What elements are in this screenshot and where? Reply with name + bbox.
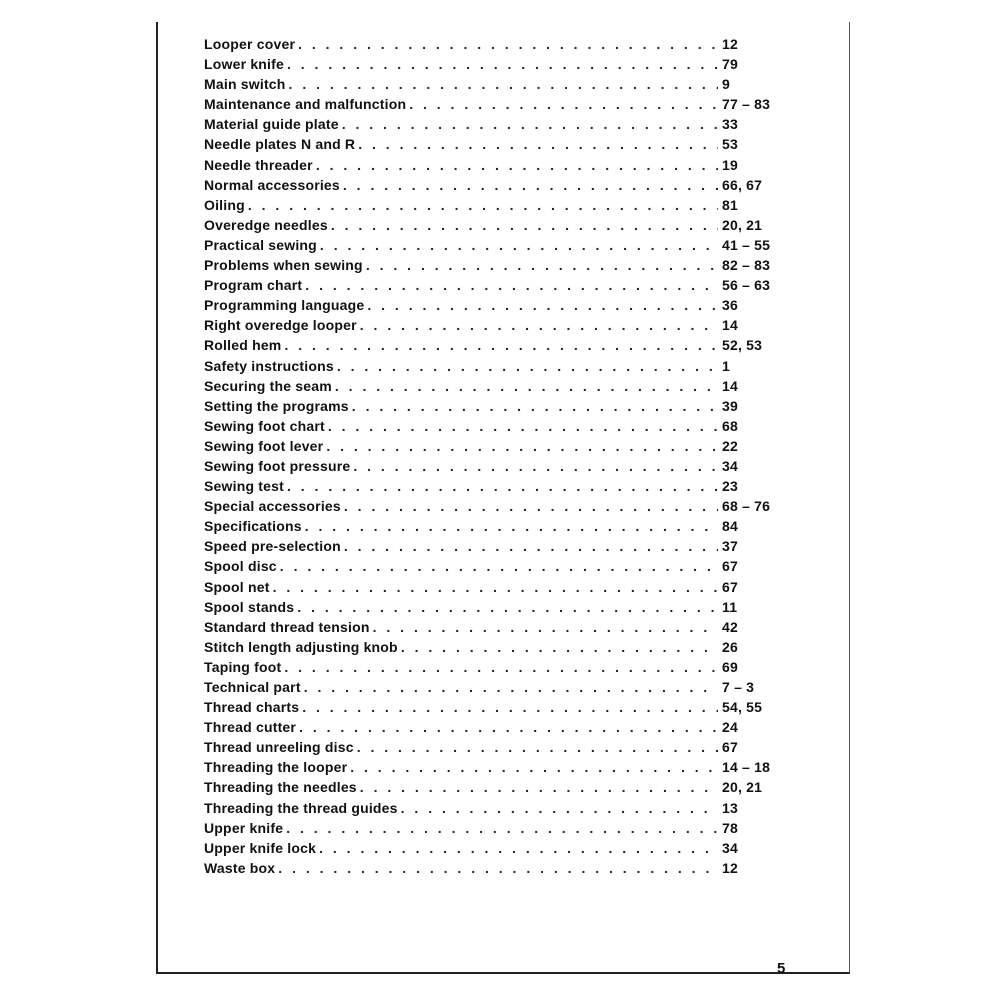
index-page-ref: 69 bbox=[722, 658, 738, 675]
index-term: Threading the needles bbox=[204, 779, 357, 796]
index-entry bbox=[204, 577, 784, 597]
index-entry bbox=[204, 315, 784, 335]
index-page-ref: 13 bbox=[722, 799, 738, 816]
index-entry bbox=[204, 74, 784, 94]
index-entry bbox=[204, 737, 784, 757]
dot-leader bbox=[304, 677, 718, 697]
index-entry bbox=[204, 858, 784, 878]
index-term: Sewing foot pressure bbox=[204, 457, 351, 474]
dot-leader bbox=[284, 657, 718, 677]
index-page-ref: 66, 67 bbox=[722, 176, 763, 193]
index-term: Rolled hem bbox=[204, 337, 282, 354]
index-entry bbox=[204, 335, 784, 355]
index-page-ref: 12 bbox=[722, 36, 738, 52]
index-entry bbox=[204, 356, 784, 376]
index-page-ref: 11 bbox=[722, 598, 738, 615]
index-term: Upper knife lock bbox=[204, 839, 317, 856]
index-entry bbox=[204, 134, 784, 154]
index-term: Upper knife bbox=[204, 819, 284, 836]
index-term: Program chart bbox=[204, 277, 303, 294]
index-page-ref: 14 – 18 bbox=[722, 759, 771, 776]
index-term: Thread unreeling disc bbox=[204, 739, 354, 756]
index-entry bbox=[204, 496, 784, 516]
index-entry bbox=[204, 677, 784, 697]
index-term: Specifications bbox=[204, 518, 302, 535]
index-page-ref: 34 bbox=[722, 839, 738, 856]
index-entry bbox=[204, 436, 784, 456]
dot-leader bbox=[305, 516, 718, 536]
dot-leader bbox=[319, 838, 718, 858]
index-term: Overedge needles bbox=[204, 216, 328, 233]
index-page-ref: 20, 21 bbox=[722, 779, 763, 796]
index-term: Thread charts bbox=[204, 699, 300, 716]
dot-leader bbox=[280, 556, 718, 576]
index-term: Needle plates N and R bbox=[204, 136, 356, 153]
index-entry bbox=[204, 597, 784, 617]
index-term: Programming language bbox=[204, 297, 365, 314]
index-term: Right overedge looper bbox=[204, 317, 357, 334]
index-page-ref: 9 bbox=[722, 76, 730, 93]
index-term: Stitch length adjusting knob bbox=[204, 638, 398, 655]
dot-leader bbox=[342, 114, 718, 134]
index-term: Special accessories bbox=[204, 498, 341, 515]
index-entry bbox=[204, 536, 784, 556]
index-term: Sewing test bbox=[204, 478, 284, 495]
dot-leader bbox=[367, 295, 718, 315]
dot-leader bbox=[344, 496, 718, 516]
index-term: Sewing foot lever bbox=[204, 437, 324, 454]
index-page-ref: 56 – 63 bbox=[722, 277, 771, 294]
dot-leader bbox=[337, 356, 718, 376]
index-entry bbox=[204, 175, 784, 195]
index-page-ref: 68 bbox=[722, 417, 738, 434]
index-page-ref: 67 bbox=[722, 578, 738, 595]
index-entry bbox=[204, 114, 784, 134]
index-page-ref: 42 bbox=[722, 618, 738, 635]
index-entry bbox=[204, 798, 784, 818]
index-term: Normal accessories bbox=[204, 176, 340, 193]
index-term: Looper cover bbox=[204, 36, 296, 52]
dot-leader bbox=[350, 757, 718, 777]
index-term: Speed pre-selection bbox=[204, 538, 341, 555]
dot-leader bbox=[366, 255, 718, 275]
dot-leader bbox=[401, 637, 718, 657]
index-page-ref: 24 bbox=[722, 719, 738, 736]
index-entry bbox=[204, 215, 784, 235]
index-term: Practical sewing bbox=[204, 236, 317, 253]
dot-leader bbox=[287, 54, 718, 74]
index-entry bbox=[204, 195, 784, 215]
index-term: Lower knife bbox=[204, 56, 284, 73]
dot-leader bbox=[360, 777, 718, 797]
dot-leader bbox=[305, 275, 718, 295]
index-page-ref: 54, 55 bbox=[722, 699, 763, 716]
index-term: Spool disc bbox=[204, 558, 277, 575]
index-entry bbox=[204, 34, 784, 54]
index-page-ref: 23 bbox=[722, 478, 738, 495]
index-entry bbox=[204, 94, 784, 114]
dot-leader bbox=[284, 335, 718, 355]
index-term: Threading the looper bbox=[204, 759, 348, 776]
index-term: Taping foot bbox=[204, 658, 282, 675]
index-page-ref: 39 bbox=[722, 397, 738, 414]
index-entry bbox=[204, 717, 784, 737]
index-page-ref: 53 bbox=[722, 136, 738, 153]
index-page-ref: 36 bbox=[722, 297, 738, 314]
index-term: Problems when sewing bbox=[204, 257, 363, 274]
dot-leader bbox=[335, 376, 718, 396]
dot-leader bbox=[343, 175, 718, 195]
index-term: Main switch bbox=[204, 76, 286, 93]
index-entry bbox=[204, 777, 784, 797]
dot-leader bbox=[248, 195, 718, 215]
dot-leader bbox=[273, 577, 718, 597]
index-page-ref: 34 bbox=[722, 457, 738, 474]
index-term: Maintenance and malfunction bbox=[204, 96, 407, 113]
dot-leader bbox=[297, 597, 718, 617]
index-entry bbox=[204, 556, 784, 576]
index-term: Spool stands bbox=[204, 598, 295, 615]
dot-leader bbox=[316, 155, 718, 175]
index-entry bbox=[204, 657, 784, 677]
index-page-ref: 82 – 83 bbox=[722, 257, 771, 274]
dot-leader bbox=[358, 134, 718, 154]
index-entry bbox=[204, 416, 784, 436]
dot-leader bbox=[286, 818, 718, 838]
index-page-ref: 41 – 55 bbox=[722, 236, 771, 253]
dot-leader bbox=[278, 858, 718, 878]
index-entry bbox=[204, 476, 784, 496]
index-entry bbox=[204, 295, 784, 315]
index-entry bbox=[204, 838, 784, 858]
index-entry bbox=[204, 155, 784, 175]
dot-leader bbox=[331, 215, 718, 235]
index-page-ref: 19 bbox=[722, 156, 738, 173]
index-entry bbox=[204, 516, 784, 536]
index-entry bbox=[204, 757, 784, 777]
dot-leader bbox=[299, 717, 718, 737]
index-term: Spool net bbox=[204, 578, 270, 595]
index-page-ref: 68 – 76 bbox=[722, 498, 771, 515]
index-page-ref: 78 bbox=[722, 819, 738, 836]
index-page-ref: 14 bbox=[722, 377, 738, 394]
index-page-ref: 84 bbox=[722, 518, 738, 535]
index-term: Needle threader bbox=[204, 156, 313, 173]
dot-leader bbox=[326, 436, 718, 456]
dot-leader bbox=[302, 697, 718, 717]
index-term: Waste box bbox=[204, 859, 276, 876]
page-number: 5 bbox=[777, 960, 786, 977]
index-term: Safety instructions bbox=[204, 357, 334, 374]
index-page-ref: 22 bbox=[722, 437, 738, 454]
index-entry bbox=[204, 456, 784, 476]
dot-leader bbox=[409, 94, 718, 114]
dot-leader bbox=[287, 476, 718, 496]
index-entry bbox=[204, 697, 784, 717]
index-term: Material guide plate bbox=[204, 116, 339, 133]
index-entry bbox=[204, 275, 784, 295]
index-page-ref: 79 bbox=[722, 56, 738, 73]
index-list bbox=[204, 34, 784, 878]
index-entry bbox=[204, 818, 784, 838]
index-page-ref: 37 bbox=[722, 538, 738, 555]
dot-leader bbox=[344, 536, 718, 556]
index-entry bbox=[204, 54, 784, 74]
index-term: Sewing foot chart bbox=[204, 417, 325, 434]
dot-leader bbox=[353, 456, 718, 476]
index-page-ref: 14 bbox=[722, 317, 738, 334]
index-page-ref: 20, 21 bbox=[722, 216, 763, 233]
index-term: Setting the programs bbox=[204, 397, 349, 414]
index-page-ref: 67 bbox=[722, 558, 738, 575]
index-term: Threading the thread guides bbox=[204, 799, 398, 816]
index-entry bbox=[204, 376, 784, 396]
index-term: Standard thread tension bbox=[204, 618, 370, 635]
dot-leader bbox=[360, 315, 718, 335]
dot-leader bbox=[328, 416, 718, 436]
index-page-ref: 1 bbox=[722, 357, 730, 374]
dot-leader bbox=[373, 617, 718, 637]
index-page-ref: 7 – 3 bbox=[722, 679, 755, 695]
index-page-ref: 26 bbox=[722, 638, 738, 655]
index-entry bbox=[204, 255, 784, 275]
index-term: Securing the seam bbox=[204, 377, 332, 394]
index-term: Thread cutter bbox=[204, 719, 297, 736]
dot-leader bbox=[401, 798, 718, 818]
index-page-ref: 67 bbox=[722, 739, 738, 756]
dot-leader bbox=[352, 396, 718, 416]
index-page-ref: 52, 53 bbox=[722, 337, 763, 354]
dot-leader bbox=[320, 235, 718, 255]
index-term: Oiling bbox=[204, 196, 245, 213]
dot-leader bbox=[357, 737, 718, 757]
index-entry bbox=[204, 617, 784, 637]
dot-leader bbox=[298, 34, 718, 54]
index-entry bbox=[204, 235, 784, 255]
index-page-ref: 12 bbox=[722, 859, 738, 876]
dot-leader bbox=[289, 74, 718, 94]
index-page-ref: 33 bbox=[722, 116, 738, 133]
index-page-ref: 77 – 83 bbox=[722, 96, 771, 113]
index-term: Technical part bbox=[204, 679, 301, 695]
index-page-ref: 81 bbox=[722, 196, 738, 213]
index-entry bbox=[204, 637, 784, 657]
index-entry bbox=[204, 396, 784, 416]
